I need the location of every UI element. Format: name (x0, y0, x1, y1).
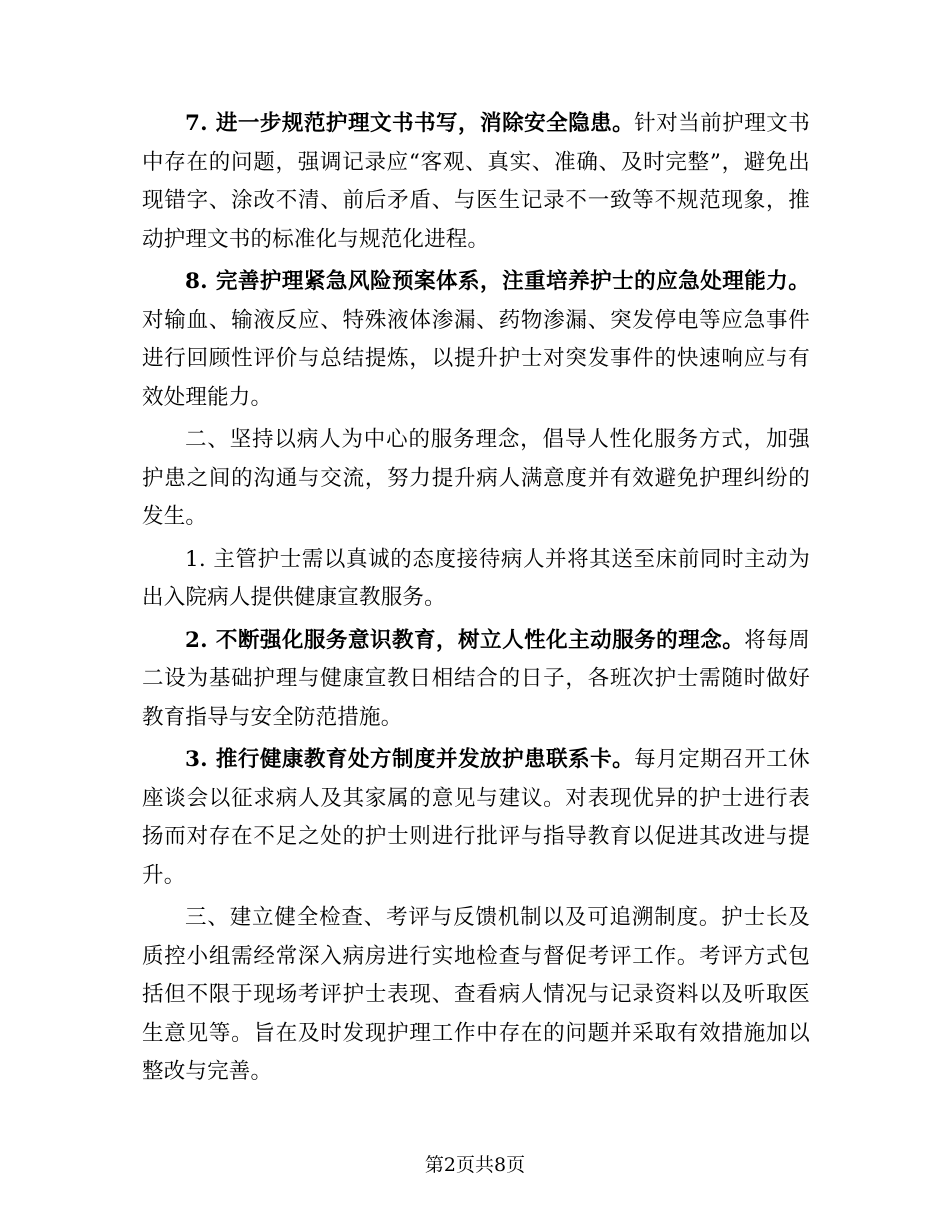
paragraph-text: 二、坚持以病人为中心的服务理念，倡导人性化服务方式，加强护患之间的沟通与交流，努力提升病人满意度并有效避免护理纠纷的发生。 (142, 427, 810, 529)
paragraph-heading: 3. 推行健康教育处方制度并发放护患联系卡。 (185, 747, 635, 772)
paragraph-text: 将每周二设为基础护理与健康宣教日相结合的日子，各班次护士需随时做好教育指导与安全防范措施。 (142, 627, 810, 730)
paragraph-text: 每月定期召开工休座谈会以征求病人及其家属的意见与建议。对表现优异的护士进行表扬而对存在不足之处的护士则进行批评与指导教育以促进其改进与提升。 (142, 747, 810, 888)
paragraph-heading: 7. 进一步规范护理文书书写，消除安全隐患。 (185, 111, 635, 136)
paragraph-item-3 (142, 741, 810, 895)
paragraph-heading: 2. 不断强化服务意识教育，树立人性化主动服务的理念。 (185, 627, 745, 653)
paragraph-item-2 (142, 622, 810, 738)
paragraph-item-1 (142, 541, 810, 618)
section-three-heading (142, 899, 810, 1092)
paragraph-text: 1. 主管护士需以真诚的态度接待病人并将其送至床前同时主动为出入院病人提供健康宣教服务。 (142, 546, 810, 610)
document-body (142, 105, 810, 1092)
paragraph-item-7 (142, 105, 810, 259)
paragraph-text: 对输血、输液反应、特殊液体渗漏、药物渗漏、突发停电等应急事件进行回顾性评价与总结提炼，以提升护士对突发事件的快速响应与有效处理能力。 (142, 307, 810, 410)
paragraph-item-8 (142, 263, 810, 417)
paragraph-heading: 8. 完善护理紧急风险预案体系，注重培养护士的应急处理能力。 (185, 269, 810, 294)
paragraph-text: 三、建立健全检查、考评与反馈机制以及可追溯制度。护士长及质控小组需经常深入病房进行实地检查与督促考评工作。考评方式包括但不限于现场考评护士表现、查看病人情况与记录资料以及听取医生意见等。旨在及时发现护理工作中存在的问题并采取有效措施加以整改与完善。 (142, 905, 810, 1084)
paragraph-text: 针对当前护理文书中存在的问题，强调记录应“客观、真实、准确、及时完整”，避免出现错字、涂改不清、前后矛盾、与医生记录不一致等不规范现象，推动护理文书的标准化与规范化进程。 (142, 111, 810, 252)
page-number-footer: 第2页共8页 (424, 1154, 526, 1176)
section-two-heading (142, 421, 810, 537)
